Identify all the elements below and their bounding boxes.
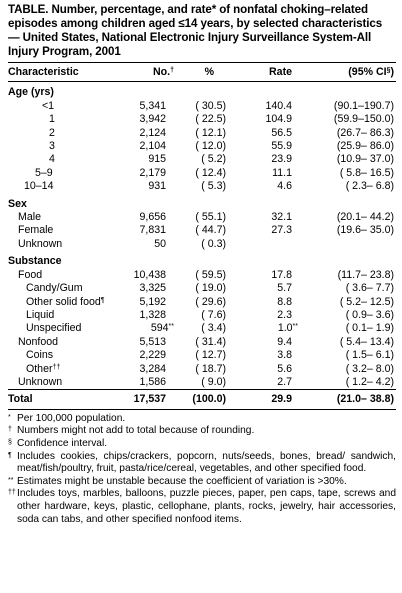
- total-ci: (21.0– 38.8): [336, 393, 394, 406]
- row-label: 5–9: [35, 166, 53, 179]
- rate-cell: [232, 113, 298, 126]
- percent-cell: ( 30.5): [195, 99, 226, 112]
- footnote-symbol: ††: [8, 489, 16, 497]
- rate-value: 2.7: [277, 375, 292, 388]
- rate-cell: [232, 153, 298, 166]
- row-label-cell: [8, 153, 122, 166]
- percent-cell: ( 29.6): [195, 295, 226, 308]
- percent-cell: ( 12.0): [195, 140, 226, 153]
- ci-cell: (90.1–190.7): [333, 99, 394, 112]
- number-cell: [122, 376, 174, 389]
- ci-cell: ( 1.2– 4.2): [345, 375, 394, 388]
- section-label: Substance: [8, 255, 62, 268]
- footnote-text: Numbers might not add to total because of rounding.: [17, 425, 255, 437]
- row-label-cell: [8, 100, 122, 113]
- footnote-symbol: ¶: [8, 451, 12, 459]
- row-label: Unknown: [18, 237, 63, 250]
- total-rate: 29.9: [271, 393, 292, 406]
- number-value: 2,229: [139, 349, 166, 362]
- table-row: [8, 376, 396, 389]
- rate-value: 55.9: [271, 140, 292, 153]
- number-value: 2,179: [139, 166, 166, 179]
- footnote-text: Estimates might be unstable because the coefficient of variation is >30%.: [17, 475, 347, 487]
- row-label: Female: [18, 224, 54, 237]
- percent-cell: ( 44.7): [195, 224, 226, 237]
- row-label-cell: [8, 282, 122, 295]
- number-cell: [122, 224, 174, 237]
- table-body: [8, 63, 396, 410]
- row-label: Other solid food: [26, 295, 101, 308]
- footnote-text: Per 100,000 population.: [17, 412, 126, 424]
- number-value: 594: [150, 322, 169, 335]
- row-label: Male: [18, 211, 41, 224]
- rate-value: 1.0: [277, 322, 293, 335]
- footnote-mark: **: [168, 323, 174, 331]
- percent-cell: ( 59.5): [195, 268, 226, 281]
- header-number-label: No.: [153, 66, 171, 78]
- row-label: 4: [49, 153, 55, 166]
- table-row: [8, 153, 396, 166]
- rate-cell: [232, 140, 298, 153]
- header-row: [8, 63, 396, 81]
- header-rate: Rate: [269, 66, 292, 78]
- rate-cell: [232, 282, 298, 295]
- ci-cell: (26.7– 86.3): [336, 126, 394, 139]
- section-header-row: [8, 82, 396, 99]
- header-ci-close: ): [390, 66, 394, 78]
- table-row: [8, 282, 396, 295]
- rate-cell: [232, 167, 298, 180]
- rate-cell: [232, 376, 298, 389]
- row-label-cell: [8, 296, 122, 309]
- number-cell: [122, 282, 174, 295]
- row-label-cell: [8, 224, 122, 237]
- table-title: TABLE. Number, percentage, and rate* of nonfatal choking–related episodes among children aged ≤14 years, by selected characteristics — United States, National Electronic Injury Surveillance System-All Injury Program, 2001: [8, 3, 383, 58]
- footnote-mark: **: [292, 323, 298, 331]
- number-cell: [122, 211, 174, 224]
- number-cell: [122, 349, 174, 362]
- number-value: 10,438: [133, 268, 166, 281]
- row-label: 3: [49, 140, 55, 153]
- ci-cell: ( 2.3– 6.8): [345, 180, 394, 193]
- row-label-cell: [8, 376, 122, 389]
- row-label-cell: [8, 167, 122, 180]
- section-label: Sex: [8, 197, 27, 210]
- table-row: [8, 363, 396, 376]
- ci-cell: ( 5.8– 16.5): [339, 166, 394, 179]
- table-row: [8, 269, 396, 282]
- ci-cell: ( 5.2– 12.5): [339, 295, 394, 308]
- number-value: 1,328: [139, 308, 166, 321]
- ci-cell: ( 1.5– 6.1): [345, 349, 394, 362]
- section-header-row: [8, 251, 396, 268]
- percent-cell: ( 55.1): [195, 211, 226, 224]
- footnote-symbol: *: [8, 413, 11, 421]
- row-label: Other: [26, 362, 53, 375]
- row-label: Liquid: [26, 308, 55, 321]
- percent-cell: ( 19.0): [195, 282, 226, 295]
- rule: [8, 409, 396, 410]
- section-header-row: [8, 194, 396, 211]
- number-value: 5,513: [139, 335, 166, 348]
- row-label: <1: [42, 99, 55, 112]
- footnote-mark: ††: [52, 363, 61, 371]
- header-ci-mark: §: [386, 67, 391, 74]
- percent-cell: ( 3.4): [201, 322, 226, 335]
- footnote: [8, 488, 396, 526]
- number-cell: [122, 100, 174, 113]
- number-value: 5,192: [139, 295, 166, 308]
- percent-cell: ( 5.2): [201, 153, 226, 166]
- data-table: [8, 63, 396, 410]
- percent-cell: ( 0.3): [201, 237, 226, 250]
- rate-value: 17.8: [271, 268, 292, 281]
- row-label-cell: [8, 211, 122, 224]
- rate-cell: [232, 127, 298, 140]
- row-label: Unknown: [18, 375, 63, 388]
- rate-value: 104.9: [265, 113, 292, 126]
- rate-cell: [232, 180, 298, 193]
- number-cell: [122, 269, 174, 282]
- footnote-text: Includes toys, marbles, balloons, puzzle pieces, paper, pen caps, tape, screws and other hardware, keys, plastic, cellophane, plants, rocks, jewelry, hair accessories, soda can tabs, and other specified nonfood items.: [17, 488, 396, 525]
- header-ci-label: (95% CI: [348, 66, 387, 78]
- number-cell: [122, 180, 174, 193]
- table-row: [8, 167, 396, 180]
- number-value: 3,284: [139, 362, 166, 375]
- row-label-cell: [8, 113, 122, 126]
- percent-cell: ( 22.5): [195, 113, 226, 126]
- rate-cell: [232, 100, 298, 113]
- row-label: Food: [18, 268, 43, 281]
- rate-value: 27.3: [271, 224, 292, 237]
- header-characteristic: Characteristic: [8, 66, 79, 78]
- percent-cell: ( 9.0): [201, 375, 226, 388]
- rate-cell: [232, 309, 298, 322]
- number-value: 50: [154, 237, 166, 250]
- ci-cell: (19.6– 35.0): [336, 224, 394, 237]
- section-label: Age (yrs): [8, 86, 54, 99]
- rate-value: 32.1: [271, 211, 292, 224]
- table-row: [8, 100, 396, 113]
- number-value: 915: [148, 153, 166, 166]
- table-row: [8, 224, 396, 237]
- row-label-cell: [8, 349, 122, 362]
- rate-cell: [232, 296, 298, 309]
- rate-value: 2.3: [277, 308, 292, 321]
- number-cell: [122, 322, 174, 335]
- table-row: [8, 113, 396, 126]
- row-label: 10–14: [24, 180, 54, 193]
- total-percent: (100.0): [192, 393, 226, 406]
- percent-cell: ( 7.6): [201, 308, 226, 321]
- number-value: 5,341: [139, 99, 166, 112]
- row-label: Unspecified: [26, 322, 82, 335]
- number-cell: [122, 167, 174, 180]
- header-number-mark: †: [170, 67, 174, 74]
- number-cell: [122, 238, 174, 251]
- footnote: [8, 451, 396, 476]
- number-cell: [122, 113, 174, 126]
- number-value: 1,586: [139, 375, 166, 388]
- ci-cell: ( 0.9– 3.6): [345, 308, 394, 321]
- footnote-symbol: §: [8, 438, 12, 446]
- ci-cell: ( 0.1– 1.9): [345, 322, 394, 335]
- footnote-symbol: †: [8, 426, 12, 434]
- row-label-cell: [8, 180, 122, 193]
- ci-cell: ( 3.6– 7.7): [345, 282, 394, 295]
- percent-cell: ( 12.7): [195, 349, 226, 362]
- row-label: 1: [49, 113, 55, 126]
- rate-value: 3.8: [277, 349, 292, 362]
- footnote: [8, 425, 396, 438]
- footnote: [8, 413, 396, 426]
- number-value: 931: [148, 180, 166, 193]
- header-number: [122, 63, 174, 81]
- footnotes: [8, 413, 396, 526]
- footnote-symbol: **: [8, 476, 14, 484]
- table-row: [8, 238, 396, 251]
- row-label-cell: [8, 336, 122, 349]
- total-number: 17,537: [133, 393, 166, 406]
- number-cell: [122, 363, 174, 376]
- footnote: [8, 476, 396, 489]
- row-label-cell: [8, 238, 122, 251]
- row-label-cell: [8, 322, 122, 335]
- number-cell: [122, 336, 174, 349]
- number-value: 7,831: [139, 224, 166, 237]
- rate-cell: [232, 211, 298, 224]
- number-cell: [122, 153, 174, 166]
- rate-cell: [232, 363, 298, 376]
- rate-value: 11.1: [272, 166, 292, 179]
- ci-cell: ( 5.4– 13.4): [339, 335, 394, 348]
- number-cell: [122, 296, 174, 309]
- table-row: [8, 211, 396, 224]
- rate-cell: [232, 322, 298, 335]
- rate-value: 23.9: [271, 153, 292, 166]
- table-row: [8, 180, 396, 193]
- total-row: [8, 390, 396, 408]
- ci-cell: (59.9–150.0): [333, 113, 394, 126]
- total-label: Total: [8, 393, 33, 406]
- row-label: Nonfood: [18, 335, 59, 348]
- percent-cell: ( 18.7): [195, 362, 226, 375]
- number-value: 2,124: [139, 126, 166, 139]
- ci-cell: (25.9– 86.0): [336, 140, 394, 153]
- ci-cell: [298, 238, 396, 251]
- number-value: 2,104: [139, 140, 166, 153]
- table-document: [8, 3, 396, 526]
- rate-cell: [232, 349, 298, 362]
- footnote-text: Confidence interval.: [17, 437, 108, 449]
- row-label: 2: [49, 126, 55, 139]
- rate-value: 4.6: [277, 180, 292, 193]
- rate-value: 5.6: [277, 362, 292, 375]
- number-value: 9,656: [139, 211, 166, 224]
- rate-value: 5.7: [277, 282, 292, 295]
- rate-cell: [232, 224, 298, 237]
- footnote-mark: ¶: [100, 296, 105, 304]
- number-cell: [122, 127, 174, 140]
- row-label-cell: [8, 269, 122, 282]
- percent-cell: ( 12.4): [195, 166, 226, 179]
- percent-cell: ( 31.4): [195, 335, 226, 348]
- rate-value: 140.4: [265, 99, 292, 112]
- number-cell: [122, 140, 174, 153]
- rate-value: 56.5: [271, 126, 292, 139]
- table-row: [8, 296, 396, 309]
- percent-cell: ( 5.3): [201, 180, 226, 193]
- row-label: Coins: [26, 349, 54, 362]
- rate-cell: [232, 269, 298, 282]
- percent-cell: ( 12.1): [195, 126, 226, 139]
- rate-value: 9.4: [277, 335, 292, 348]
- row-label-cell: [8, 140, 122, 153]
- footnote: [8, 438, 396, 451]
- ci-cell: (20.1– 44.2): [336, 211, 394, 224]
- ci-cell: (11.7– 23.8): [337, 268, 394, 281]
- rate-cell: [232, 336, 298, 349]
- row-label-cell: [8, 127, 122, 140]
- number-value: 3,942: [139, 113, 166, 126]
- table-row: [8, 349, 396, 362]
- row-label-cell: [8, 309, 122, 322]
- row-label: Candy/Gum: [26, 282, 83, 295]
- footnote-text: Includes cookies, chips/crackers, popcorn, nuts/seeds, bones, bread/ sandwich, meat/fish/poultry, fruit, pasta/rice/cereal, vegetables, and other specified food.: [17, 450, 396, 475]
- table-row: [8, 336, 396, 349]
- ci-cell: ( 3.2– 8.0): [345, 362, 394, 375]
- rate-cell: [232, 238, 298, 251]
- header-percent: %: [204, 66, 214, 78]
- table-row: [8, 127, 396, 140]
- number-value: 3,325: [139, 282, 166, 295]
- table-row: [8, 322, 396, 335]
- table-row: [8, 309, 396, 322]
- table-row: [8, 140, 396, 153]
- number-cell: [122, 309, 174, 322]
- rate-value: 8.8: [277, 295, 292, 308]
- rule-row: [8, 409, 396, 410]
- ci-cell: (10.9– 37.0): [336, 153, 394, 166]
- header-ci: [298, 63, 396, 81]
- row-label-cell: [8, 363, 122, 376]
